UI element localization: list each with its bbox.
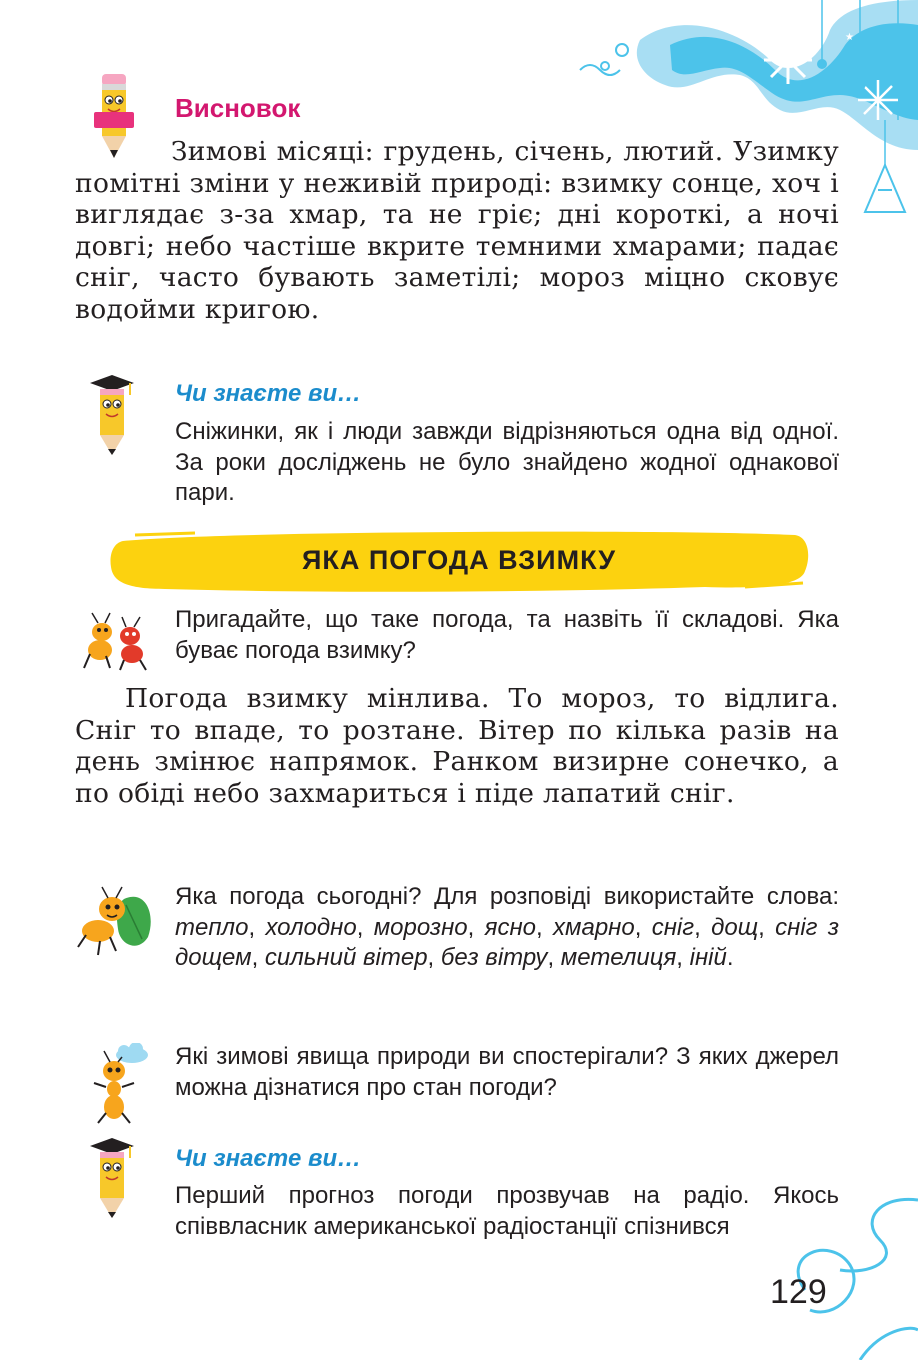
did-you-know-text-2: Перший прогноз погоди прозвучав на радіо. Якось співвласник американської радіостанції спізнився (175, 1182, 839, 1240)
ant-with-leaf-icon (76, 885, 156, 957)
two-ants-icon (80, 610, 152, 672)
did-you-know-text-1: Сніжинки, як і люди завжди відрізняються одна від одної. За роки досліджень не було знайдено жодної однакової пари. (175, 418, 839, 506)
christmas-tree-icon (865, 165, 905, 212)
weather-word: без вітру (440, 944, 548, 971)
conclusion-heading: Висновок (175, 93, 301, 123)
section-title: ЯКА ПОГОДА ВЗИМКУ (301, 545, 617, 575)
weather-word: сильний вітер (264, 944, 428, 971)
task-2-text: Яка погода сьогодні? Для розповіді використайте слова: тепло, холодно, морозно, ясно, хмарно, сніг, дощ, сніг з дощем, сильний вітер, без вітру, метелиця, іній. (175, 883, 839, 971)
task-2-intro: Яка погода сьогодні? Для розповіді використайте слова: (175, 883, 839, 910)
question-1-text: Пригадайте, що таке погода, та назвіть її складові. Яка буває погода взимку? (175, 606, 839, 664)
did-you-know-heading-1: Чи знаєте ви… (175, 380, 362, 407)
pencil-graduate-icon (86, 1136, 138, 1221)
weather-word: холодно (265, 913, 357, 941)
weather-word: іній (689, 944, 727, 971)
main-paragraph: Погода взимку мінлива. То мороз, то відлига. Сніг то впаде, то розтане. Вітер по кілька разів на день змінює напрямок. Ранком визирне сонечко, а по обіді небо захмариться і піде лапатий сніг. (75, 683, 839, 809)
did-you-know-heading-2: Чи знаєте ви… (175, 1145, 362, 1172)
weather-word: ясно (484, 913, 537, 941)
conclusion-text: Зимові місяці: грудень, січень, лютий. Узимку помітні зміни у неживій природі: взимку сонце, хоч і виглядає з-за хмар, та не гріє; дні короткі, а ночі довгі; небо частіше вкрите темними хмарами; падає сніг, часто бувають заметілі; мороз міцно сковує водойми кригою. (75, 136, 839, 325)
question-3-text: Які зимові явища природи ви спостерігали? З яких джерел можна дізнатися про стан погоди? (175, 1043, 839, 1101)
snowflake-icon (764, 36, 812, 84)
weather-word: сніг з дощем (175, 913, 839, 971)
weather-word: тепло (175, 913, 249, 941)
weather-word: метелиця (560, 944, 677, 971)
weather-word: морозно (373, 913, 468, 941)
weather-word: хмарно (553, 913, 635, 941)
svg-text:★: ★ (800, 8, 813, 24)
weather-word: дощ (711, 913, 759, 941)
page-number: 129 (770, 1273, 827, 1311)
ant-with-cloud-icon (88, 1043, 152, 1125)
weather-word: сніг (651, 913, 695, 941)
svg-text:★: ★ (845, 32, 854, 43)
pencil-graduate-icon (86, 373, 138, 458)
